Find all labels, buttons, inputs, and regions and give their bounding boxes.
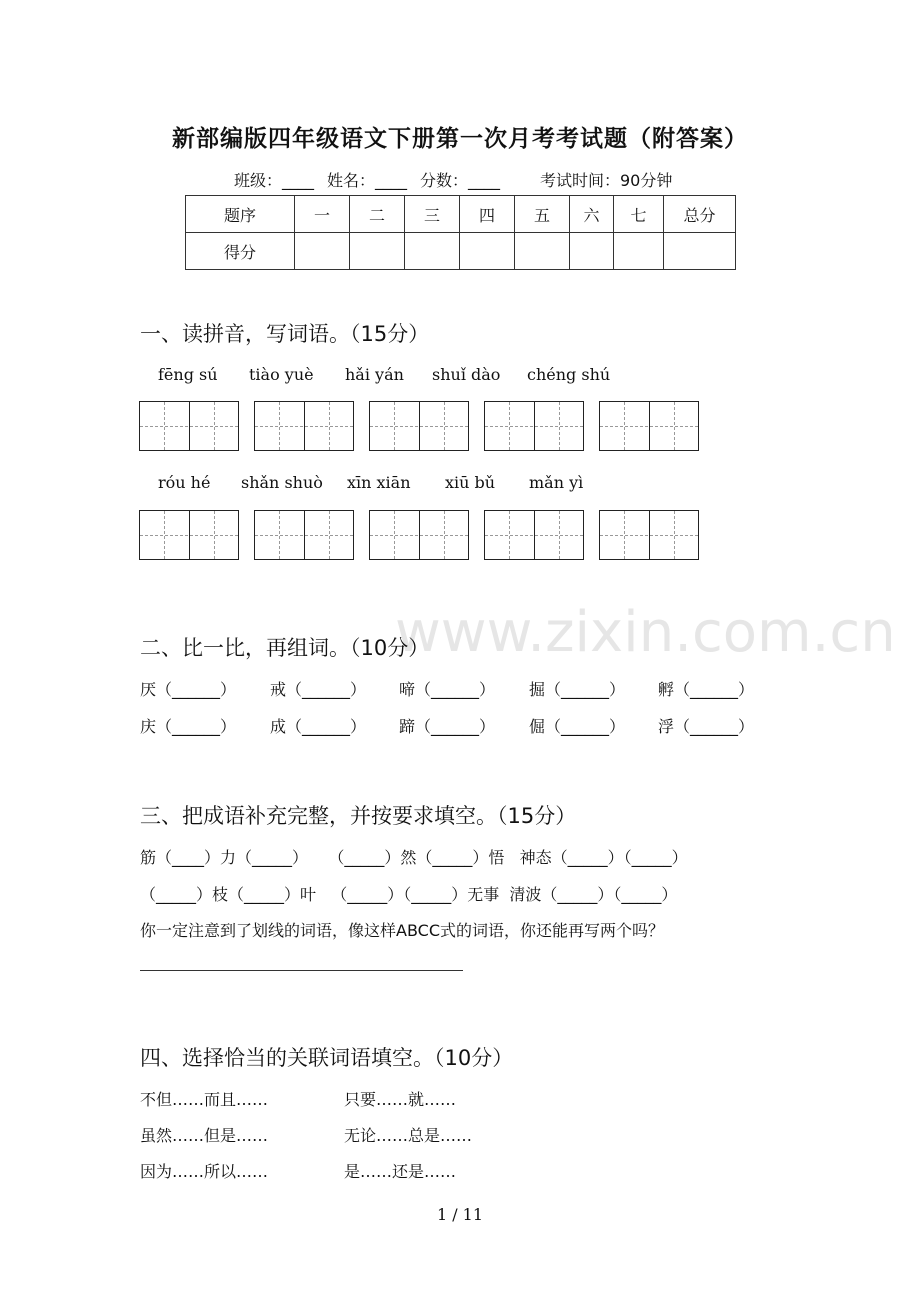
word-blank[interactable]: 成（______） — [270, 717, 367, 736]
pinyin-label: róu hé — [158, 473, 211, 492]
conjunction-item: 是……还是…… — [344, 1162, 457, 1181]
score-cell[interactable] — [405, 233, 460, 270]
score-table-row — [186, 233, 736, 270]
pinyin-label: chéng shú — [527, 365, 611, 384]
pinyin-label: mǎn yì — [529, 473, 584, 492]
watermark: www.zixin.com.cn — [395, 600, 896, 665]
writing-grid[interactable] — [139, 401, 239, 451]
page-number: 1 / 11 — [436, 1205, 484, 1224]
conjunction-item: 只要……就…… — [344, 1090, 457, 1109]
score-table — [185, 195, 736, 270]
table-header-cell: 三 — [405, 196, 460, 233]
pinyin-label: hǎi yán — [345, 365, 404, 384]
score-field: 分数：____ — [420, 171, 501, 190]
writing-grid[interactable] — [254, 401, 354, 451]
word-blank[interactable]: 庆（______） — [140, 717, 237, 736]
writing-grid[interactable] — [369, 401, 469, 451]
writing-grid[interactable] — [254, 510, 354, 560]
score-cell[interactable] — [570, 233, 614, 270]
question-text: 你一定注意到了划线的词语，像这样ABCC式的词语，你还能再写两个吗？ — [140, 921, 664, 940]
pinyin-label: xīn xiān — [347, 473, 411, 492]
conjunction-item: 虽然……但是…… — [140, 1126, 269, 1145]
word-blank[interactable]: 戒（______） — [270, 680, 367, 699]
score-cell[interactable] — [664, 233, 736, 270]
pinyin-label: fēng sú — [158, 365, 218, 384]
class-field: 班级：____ — [234, 171, 315, 190]
table-header-cell: 二 — [350, 196, 405, 233]
score-table-header-row — [186, 196, 736, 233]
section3-heading: 三、把成语补充完整，并按要求填空。（15分） — [140, 804, 577, 828]
score-cell[interactable] — [295, 233, 350, 270]
word-blank[interactable]: 浮（______） — [658, 717, 755, 736]
table-header-cell: 五 — [515, 196, 570, 233]
name-field: 姓名：____ — [327, 171, 408, 190]
score-cell[interactable] — [515, 233, 570, 270]
table-header-cell: 七 — [614, 196, 664, 233]
idiom-line[interactable]: （_____）枝（_____）叶 （_____）（_____）无事 清波（_____）（_____） — [140, 885, 678, 904]
conjunction-item: 因为……所以…… — [140, 1162, 269, 1181]
word-blank[interactable]: 啼（______） — [399, 680, 496, 699]
word-blank[interactable]: 掘（______） — [529, 680, 626, 699]
pinyin-label: shuǐ dào — [432, 365, 501, 384]
table-header-cell: 四 — [460, 196, 515, 233]
score-cell[interactable] — [350, 233, 405, 270]
answer-line[interactable] — [140, 970, 463, 971]
idiom-line[interactable]: 筋（____）力（_____） （_____）然（_____）悟 神态（_____）（_____） — [140, 848, 688, 867]
pinyin-label: tiào yuè — [249, 365, 314, 384]
pinyin-label: shǎn shuò — [241, 473, 323, 492]
table-header-cell: 一 — [295, 196, 350, 233]
writing-grid[interactable] — [139, 510, 239, 560]
word-blank[interactable]: 厌（______） — [140, 680, 237, 699]
word-blank[interactable]: 倔（______） — [529, 717, 626, 736]
time-label: 考试时间：90分钟 — [540, 171, 673, 190]
conjunction-item: 无论……总是…… — [344, 1126, 473, 1145]
table-header-cell: 六 — [570, 196, 614, 233]
score-cell[interactable] — [614, 233, 664, 270]
section1-heading: 一、读拼音，写词语。（15分） — [140, 322, 430, 346]
table-row-label: 得分 — [186, 233, 295, 270]
conjunction-item: 不但……而且…… — [140, 1090, 269, 1109]
writing-grid[interactable] — [369, 510, 469, 560]
writing-grid[interactable] — [484, 401, 584, 451]
writing-grid[interactable] — [599, 401, 699, 451]
writing-grid[interactable] — [484, 510, 584, 560]
table-header-cell: 总分 — [664, 196, 736, 233]
section2-heading: 二、比一比，再组词。（10分） — [140, 636, 430, 660]
word-blank[interactable]: 孵（______） — [658, 680, 755, 699]
section4-heading: 四、选择恰当的关联词语填空。（10分） — [140, 1046, 514, 1070]
score-cell[interactable] — [460, 233, 515, 270]
pinyin-label: xiū bǔ — [445, 473, 496, 492]
writing-grid[interactable] — [599, 510, 699, 560]
page-title: 新部编版四年级语文下册第一次月考考试题（附答案） — [172, 125, 748, 152]
table-header-cell: 题序 — [186, 196, 295, 233]
word-blank[interactable]: 蹄（______） — [399, 717, 496, 736]
